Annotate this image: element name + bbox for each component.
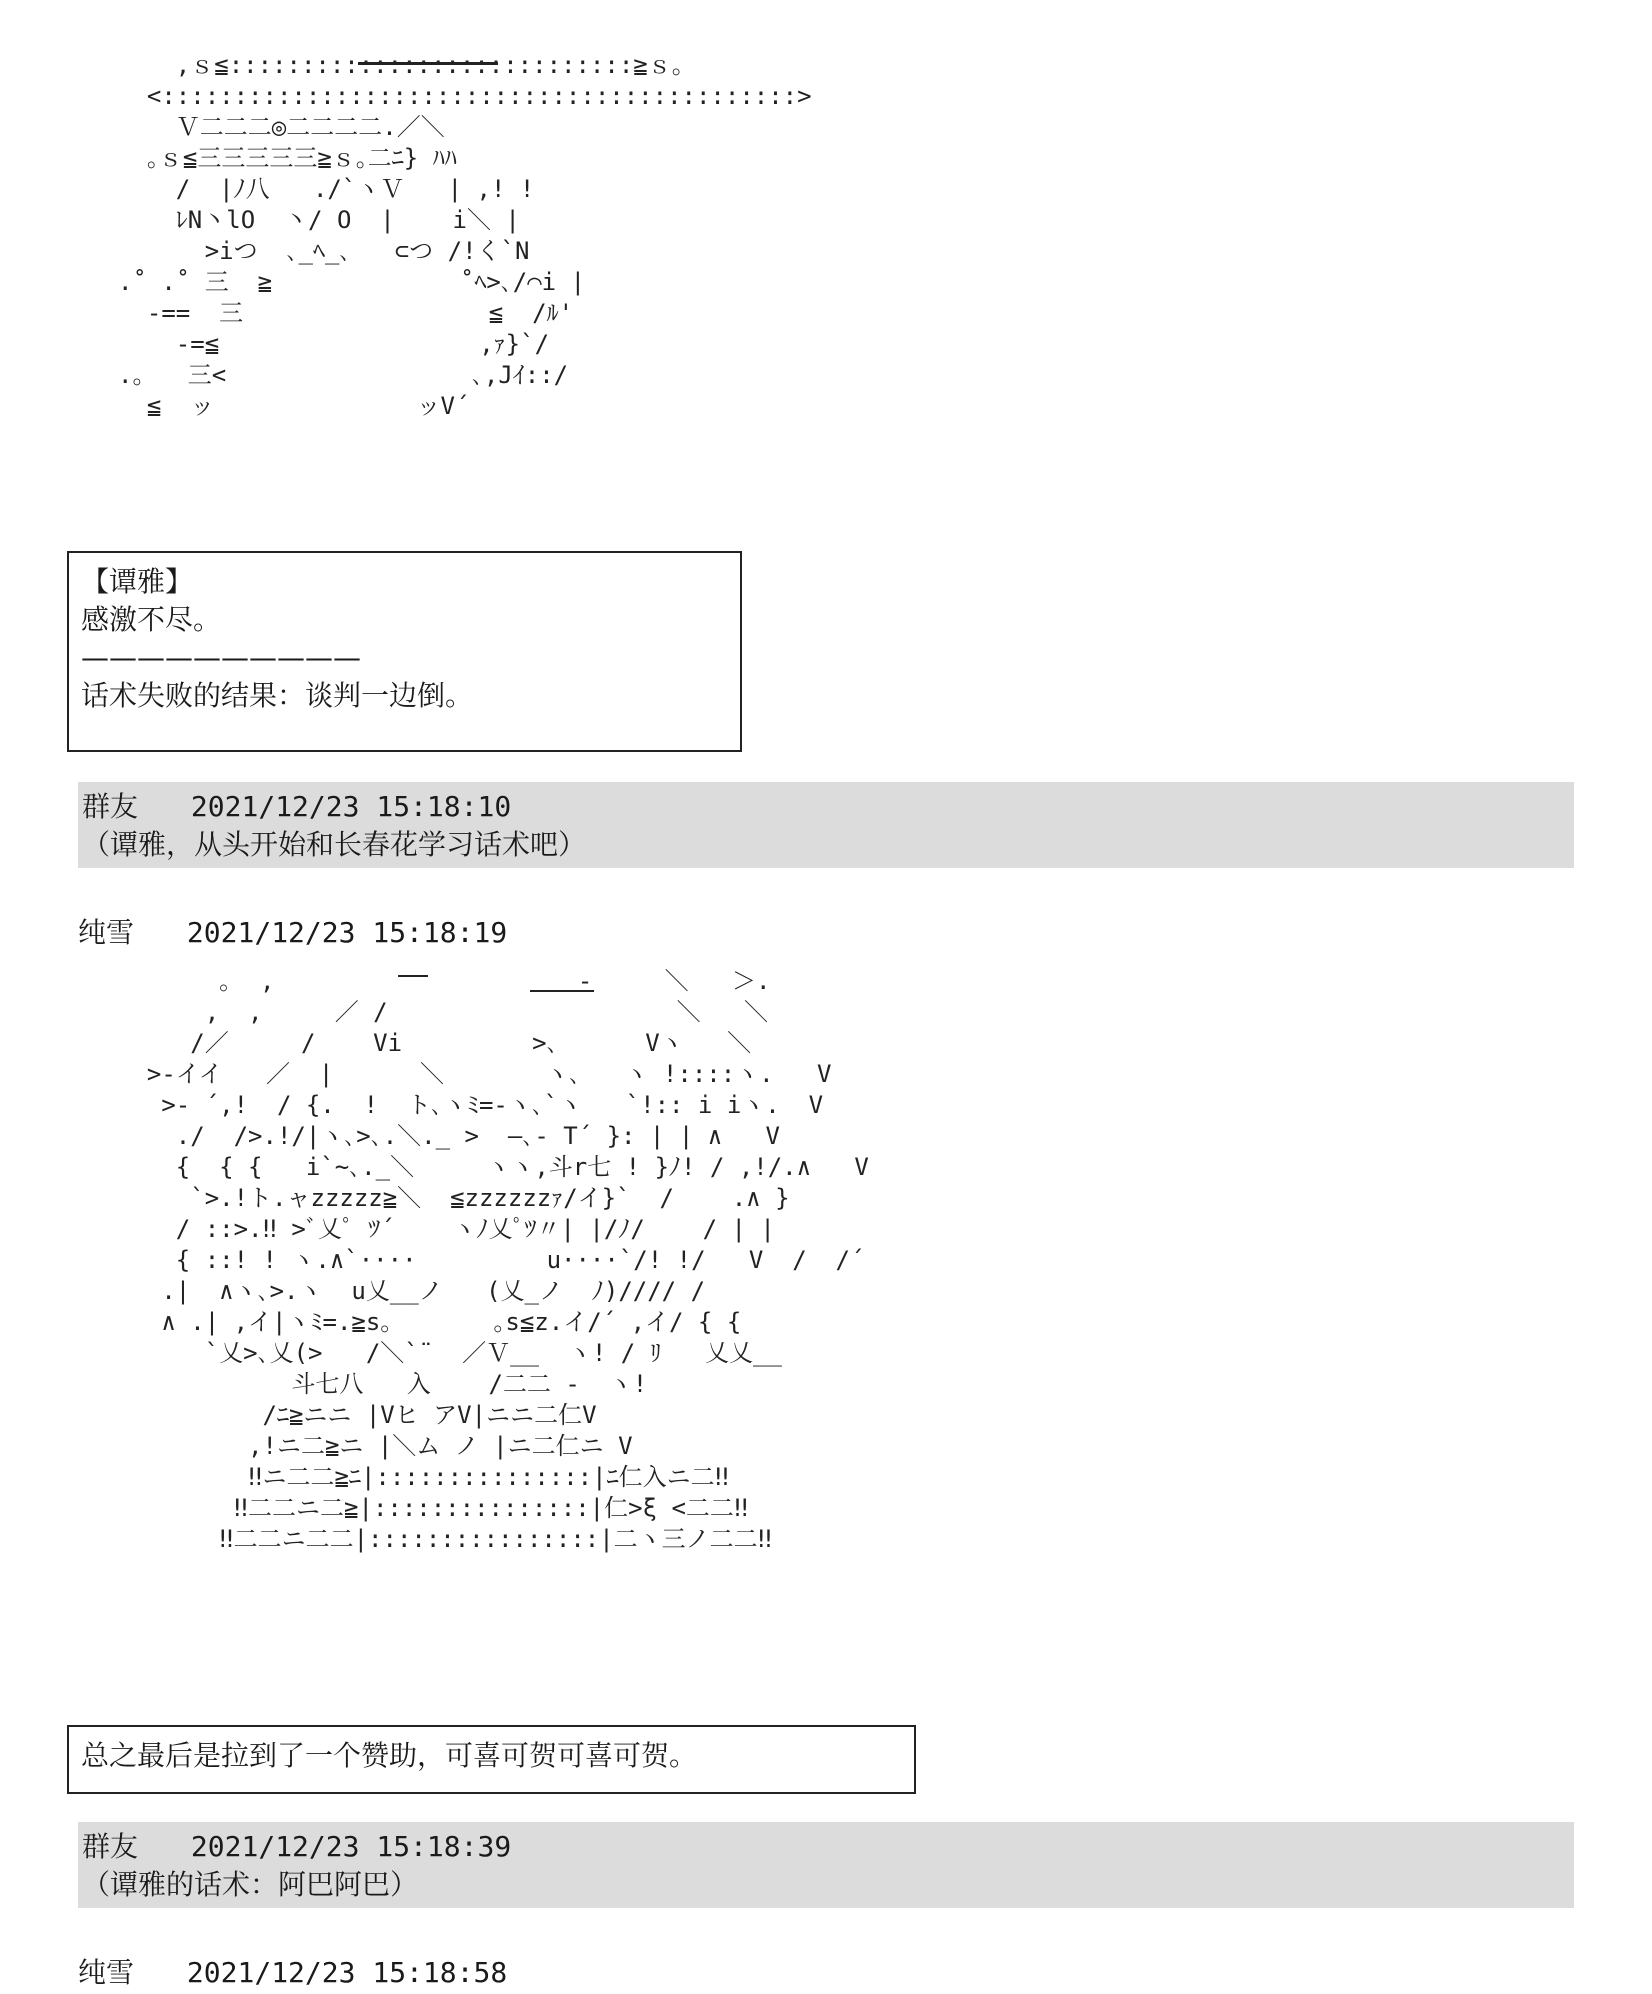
comment-text: （谭雅的话术：阿巴阿巴）: [82, 1868, 419, 1901]
post-header: [78, 914, 507, 952]
group-comment: [78, 782, 1574, 868]
comment-timestamp: 2021/12/23 15:18:10: [190, 790, 512, 823]
narration-box: [67, 1725, 916, 1794]
comment-author: 群友: [82, 1830, 139, 1863]
narration-line: 话术失败的结果：谈判一边倒。: [81, 679, 474, 712]
speaker-label: 【谭雅】: [81, 565, 194, 598]
post-header: [78, 1954, 507, 1992]
post-timestamp: 2021/12/23 15:18:58: [186, 1956, 508, 1989]
group-comment: [78, 1822, 1574, 1908]
narration-line: 总之最后是拉到了一个赞助，可喜可贺可喜可贺。: [81, 1739, 698, 1772]
comment-text: （谭雅，从头开始和长春花学习话术吧）: [82, 828, 587, 861]
character-ascii-art: ｡ , ‐ ＼ ＞. , , ／ / ＼ ＼ /／ / Vi >､ Vヽ ＼ >-イイ ／ | ＼ ヽ､ ヽ !::::ヽ. V >- ´,! / {. ! ト､ヽﾐ=-ヽ､`ヽ `!:: i iヽ. V ./ />.!/|ヽ､>､.＼._ > ―､- T´ }: | | ∧ V { { { i`~､._＼ ヽヽ,斗r七 ! }ﾉ! / ,!/.∧ V `>.!ト.ャzzzzz≧＼ ≦zzzzzzｧ/イ}` / .∧ } / ::>.‼ >ﾞ乂ﾟ ﾂ´ ヽﾉ乂ﾟﾂ〃| |/ﾉ/ / | | { ::! ! ヽ.∧`···· u····`/! !/ V / /´ .| ∧ヽ､>.ヽ u乂__ノ (乂_ノ ﾉ)//// / ∧ .| ,イ|ヽﾐ=.≧s｡ ｡s≦z.イ/´ ,イ/ { { `乂>､乂(> /＼`¨ ／Ｖ__ ヽ! / ﾘ 乂乂__ 斗七八 入 /二二 - ヽ! /ﾆ≧ニニ |Vヒ アV|ニニ二仁V ,!ニ二≧ニ |＼ム ノ |ニ二仁ニ V ‼ニ二二≧ﾆ|:::::::::::::::|ﾆ仁入ニ二‼ ‼二二ニ二≧|:::::::::::::::|仁>ξ <二二‼ ‼二二ニ二二|::::::::::::::::|二ヽ三ノ二二‼: [146, 967, 869, 1553]
tanya-dialogue-box: [67, 551, 742, 752]
post-timestamp: 2021/12/23 15:18:19: [186, 916, 508, 949]
comment-author: 群友: [82, 790, 139, 823]
comment-timestamp: 2021/12/23 15:18:39: [190, 1830, 512, 1863]
tanya-ascii-art: ,ｓ≦::::::::::::::::::::::::::::≧ｓ｡ <::::::::::::::::::::::::::::::::::::::::::::> Ｖ二二二◎二二二二.／＼ ｡ｓ≦三三三三三≧ｓ｡二ﾆ} ﾊﾊ / |ﾉ八 ./`ヽＶ | ,! ! ﾚN丶lO 丶/ O | i＼ | >iつ ､_ﾍ_､ ⊂つ /!く`N .˚ .˚ 三 ≧ ˚ﾍ>､/⌒i | -== 三 ≦ /ﾙ' -=≦ ,ｧ}`/ .｡ 三< ､,Jｲ::/ ≦ ッ ッV´: [118, 51, 812, 420]
post-author: 纯雪: [78, 1956, 135, 1989]
dialogue-divider: ——————————: [81, 641, 361, 674]
post-author: 纯雪: [78, 916, 135, 949]
dialogue-line: 感激不尽。: [81, 603, 222, 636]
